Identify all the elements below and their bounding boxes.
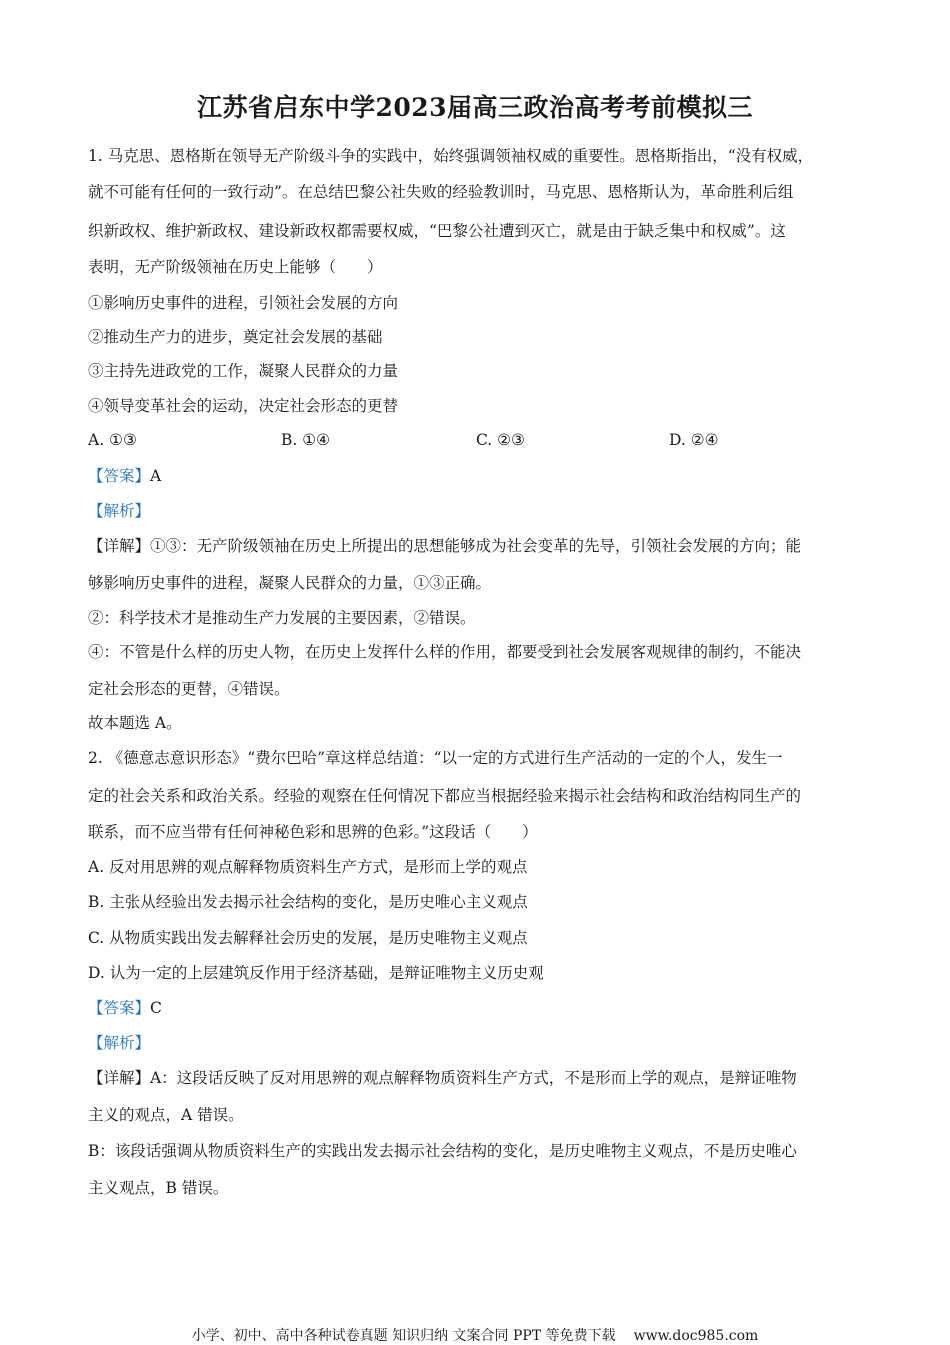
q2-option-d: D. 认为一定的上层建筑反作用于经济基础，是辩证唯物主义历史观 [88,964,544,982]
q2-analysis-tag [88,1033,150,1053]
footer-text: 小学、初中、高中各种试卷真题 知识归纳 文案合同 PPT 等免费下载 [191,1328,616,1344]
q1-stem-line: 表明，无产阶级领袖在历史上能够（ ） [88,258,383,276]
q1-statement: ①影响历史事件的进程，引领社会发展的方向 [88,294,399,312]
answer-tag: 【答案】 [88,999,151,1017]
answer-value: A [150,467,162,485]
q2-option-c: C. 从物质实践出发去解释社会历史的发展，是历史唯物主义观点 [88,929,528,947]
q1-statement: ②推动生产力的进步，奠定社会发展的基础 [88,328,383,346]
q2-option-a: A. 反对用思辨的观点解释物质资料生产方式，是形而上学的观点 [88,858,528,876]
answer-tag: 【答案】 [88,467,151,485]
q1-option-d: D. ②④ [669,431,719,449]
q1-detail-line: ④：不管是什么样的历史人物，在历史上发挥什么样的作用，都要受到社会发展客观规律的制约，不能决 [88,643,802,661]
q1-statement: ④领导变革社会的运动，决定社会形态的更替 [88,397,399,415]
page-title: 江苏省启东中学2023届高三政治高考考前模拟三 [196,93,754,122]
q1-detail-line: 够影响历史事件的进程，凝聚人民群众的力量，①③正确。 [88,574,492,592]
q2-detail-line: B：该段话强调从物质资料生产的实践出发去揭示社会结构的变化，是历史唯物主义观点，不是历史唯心 [88,1142,797,1160]
q1-option-a: A. ①③ [88,431,137,449]
q1-answer [88,466,161,486]
q2-stem-line: 定的社会关系和政治关系。经验的观察在任何情况下都应当根据经验来揭示社会结构和政治结构同生产的 [88,787,802,805]
footer-url[interactable]: www.doc985.com [633,1328,759,1344]
q1-detail-line: 定社会形态的更替，④错误。 [88,680,290,698]
detail-text: A：这段话反映了反对用思辨的观点解释物质资料生产方式，不是形而上学的观点，是辩证唯物 [150,1069,797,1087]
detail-tag: 【详解】 [88,1069,151,1087]
q1-statement: ③主持先进政党的工作，凝聚人民群众的力量 [88,362,399,380]
q2-stem-line: 联系，而不应当带有任何神秘色彩和思辨的色彩。”这段话（ ） [88,823,538,841]
analysis-tag: 【解析】 [88,1034,151,1052]
q1-stem-line: 1. 马克思、恩格斯在领导无产阶级斗争的实践中，始终强调领袖权威的重要性。恩格斯指出，“没有权威， [88,147,814,165]
q1-detail-line [88,536,801,556]
q2-detail-line [88,1068,797,1088]
q1-stem-line: 就不可能有任何的一致行动”。在总结巴黎公社失败的经验教训时，马克思、恩格斯认为，革命胜利后组 [88,183,794,201]
q1-option-b: B. ①④ [281,431,331,449]
answer-value: C [150,999,162,1017]
analysis-tag: 【解析】 [88,502,151,520]
q1-stem-line: 织新政权、维护新政权、建设新政权都需要权威，“巴黎公社遭到灭亡，就是由于缺乏集中和权威”。这 [88,222,786,240]
q1-conclusion: 故本题选 A。 [88,714,182,732]
q2-answer [88,998,162,1018]
detail-text: ①③：无产阶级领袖在历史上所提出的思想能够成为社会变革的先导，引领社会发展的方向；能 [150,537,802,555]
page-footer [0,1325,950,1345]
q2-detail-line: 主义观点，B 错误。 [88,1179,229,1197]
q2-stem-line: 2. 《德意志意识形态》“费尔巴哈”章这样总结道：“以一定的方式进行生产活动的一定的个人，发生一 [88,749,783,767]
detail-tag: 【详解】 [88,537,151,555]
q1-option-c: C. ②③ [476,431,525,449]
q2-option-b: B. 主张从经验出发去揭示社会结构的变化，是历史唯心主义观点 [88,893,528,911]
q1-analysis-tag [88,501,150,521]
q1-detail-line: ②：科学技术才是推动生产力发展的主要因素，②错误。 [88,609,476,627]
q2-detail-line: 主义的观点，A 错误。 [88,1106,244,1124]
